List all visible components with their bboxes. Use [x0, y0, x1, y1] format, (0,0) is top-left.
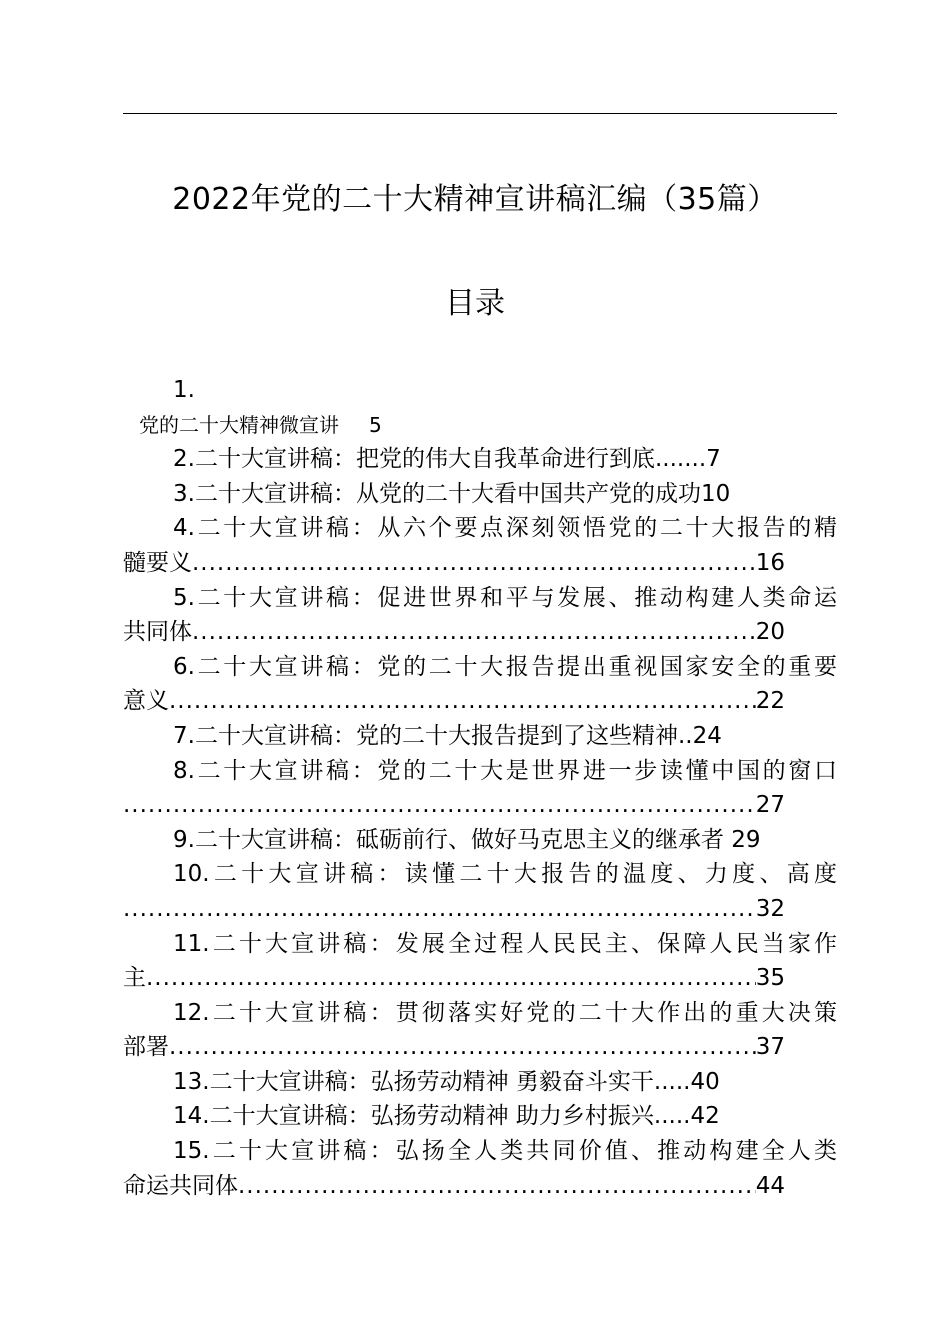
- toc-entry-number: 1.: [173, 377, 195, 403]
- toc-entry-leader: .......: [654, 446, 707, 473]
- toc-entry-13[interactable]: [123, 1065, 837, 1100]
- toc-entry-title: 13.二十大宣讲稿：弘扬劳动精神 勇毅奋斗实干: [173, 1068, 654, 1095]
- toc-entry-text: [123, 408, 837, 443]
- toc-entry-title: 3.二十大宣讲稿：从党的二十大看中国共产党的成功: [173, 480, 701, 507]
- toc-entry-1[interactable]: [123, 373, 837, 442]
- toc-entry-leader: .....: [653, 1103, 691, 1130]
- toc-entry-continuation: [123, 961, 837, 996]
- toc-entry-title: 党的二十大精神微宣讲: [139, 412, 339, 437]
- toc-entry-8[interactable]: [123, 754, 837, 823]
- toc-entry-continuation: [123, 1169, 837, 1204]
- toc-entry-title-cont: 命运共同体: [123, 1172, 238, 1199]
- toc-entry-line: [123, 1065, 837, 1100]
- toc-entry-title: 12.二十大宣讲稿：贯彻落实好党的二十大作出的重大决策: [173, 999, 837, 1026]
- toc-heading: 目录: [445, 286, 505, 321]
- toc-entry-title-cont: 意义: [123, 688, 169, 715]
- toc-entry-line: [123, 1099, 837, 1134]
- toc-entry-title: 14.二十大宣讲稿：弘扬劳动精神 助力乡村振兴: [173, 1103, 654, 1130]
- toc-entry-12[interactable]: [123, 996, 837, 1065]
- toc-entry-2[interactable]: [123, 442, 837, 477]
- toc-entry-title: 2.二十大宣讲稿：把党的伟大自我革命进行到底: [173, 446, 655, 473]
- toc-entry-title: 15.二十大宣讲稿：弘扬全人类共同价值、推动构建全人类: [173, 1138, 837, 1165]
- toc-entry-title: 10.二十大宣讲稿：读懂二十大报告的温度、力度、高度: [173, 861, 837, 888]
- toc-entry-title-cont: 部署: [123, 1034, 169, 1061]
- toc-entry-page: 37: [755, 1034, 785, 1061]
- toc-entry-page: 42: [690, 1103, 720, 1130]
- toc-entry-9[interactable]: [123, 823, 837, 858]
- toc-entry-7[interactable]: [123, 719, 837, 754]
- toc-entry-line: [123, 719, 837, 754]
- toc-entry-leader: [238, 1169, 756, 1204]
- toc-entry-continuation: [123, 788, 837, 823]
- toc-entry-title-cont: 共同体: [123, 619, 192, 646]
- toc-entry-11[interactable]: [123, 927, 837, 996]
- toc-entry-title: 5.二十大宣讲稿：促进世界和平与发展、推动构建人类命运: [173, 584, 837, 611]
- toc-entry-continuation: [123, 892, 837, 927]
- toc-entry-page: 10: [700, 480, 731, 507]
- toc-entry-title: 7.二十大宣讲稿：党的二十大报告提到了这些精神: [173, 722, 678, 749]
- toc-entry-page: 29: [731, 826, 761, 853]
- toc-entry-title-cont: 髓要义: [123, 549, 192, 576]
- toc-entry-leader: [123, 788, 756, 823]
- document-title: 2022年党的二十大精神宣讲稿汇编（35篇）: [172, 182, 778, 217]
- toc-entry-leader: .....: [653, 1068, 691, 1095]
- toc-entry-title: 8.二十大宣讲稿：党的二十大是世界进一步读懂中国的窗口: [173, 757, 837, 784]
- toc-entry-3[interactable]: [123, 477, 837, 512]
- toc-entry-title: 4.二十大宣讲稿：从六个要点深刻领悟党的二十大报告的精: [173, 515, 837, 542]
- toc-entry-continuation: [123, 684, 837, 719]
- toc-entry-line: [123, 442, 837, 477]
- toc-entry-4[interactable]: [123, 511, 837, 580]
- toc-entry-5[interactable]: [123, 581, 837, 650]
- toc-entry-15[interactable]: [123, 1134, 837, 1203]
- toc-entry-leader: [192, 615, 756, 650]
- toc-entry-page: 7: [706, 446, 721, 473]
- table-of-contents: [123, 373, 837, 1203]
- toc-entry-title: 6.二十大宣讲稿：党的二十大报告提出重视国家安全的重要: [173, 653, 837, 680]
- toc-entry-leader: ..: [677, 722, 693, 749]
- toc-entry-page: 16: [755, 549, 785, 576]
- toc-entry-title: 11.二十大宣讲稿：发展全过程人民民主、保障人民当家作: [173, 930, 837, 957]
- toc-entry-page: 22: [755, 688, 785, 715]
- toc-entry-leader: [192, 546, 756, 581]
- toc-entry-continuation: [123, 615, 837, 650]
- toc-entry-leader: [123, 892, 756, 927]
- toc-entry-page: 5: [369, 412, 382, 437]
- toc-entry-page: 20: [755, 619, 785, 646]
- toc-entry-leader: [169, 684, 756, 719]
- toc-entry-line: [123, 823, 837, 858]
- toc-entry-14[interactable]: [123, 1099, 837, 1134]
- toc-entry-page: 27: [755, 792, 785, 819]
- toc-entry-10[interactable]: [123, 857, 837, 926]
- toc-entry-continuation: [123, 546, 837, 581]
- toc-entry-page: 44: [755, 1172, 785, 1199]
- toc-entry-page: 35: [755, 965, 785, 992]
- toc-entry-leader: [146, 961, 756, 996]
- toc-entry-leader: [169, 1030, 756, 1065]
- toc-entry-title: 9.二十大宣讲稿：砥砺前行、做好马克思主义的继承者: [173, 826, 724, 853]
- toc-entry-page: 40: [690, 1068, 720, 1095]
- toc-entry-6[interactable]: [123, 650, 837, 719]
- toc-entry-line: [123, 477, 837, 512]
- toc-entry-continuation: [123, 1030, 837, 1065]
- toc-entry-page: 24: [692, 722, 722, 749]
- toc-entry-page: 32: [755, 895, 785, 922]
- toc-entry-title-cont: 主: [123, 965, 146, 992]
- header-rule: [123, 113, 837, 114]
